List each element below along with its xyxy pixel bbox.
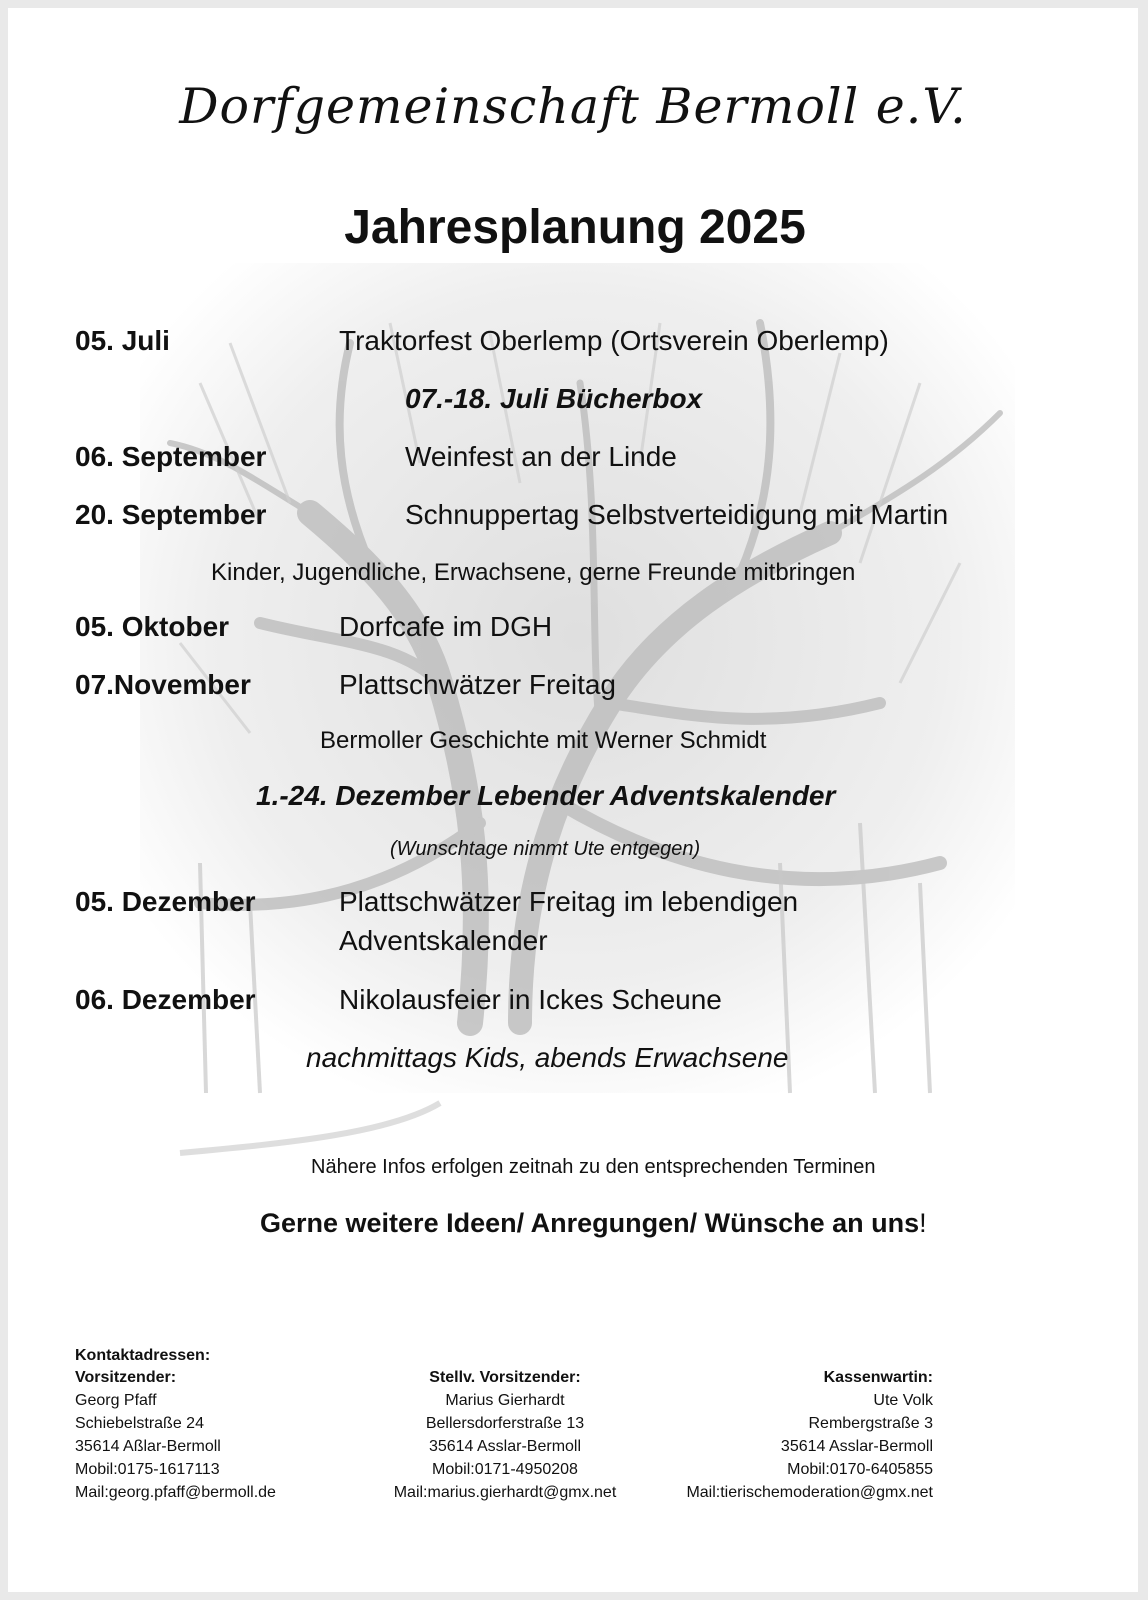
event-description: Traktorfest Oberlemp (Ortsverein Oberlemp) — [339, 325, 889, 356]
event-note: (Wunschtage nimmt Ute entgegen) — [390, 838, 701, 860]
event-description: Schnuppertag Selbstverteidigung mit Martin — [405, 499, 949, 530]
event-description: Plattschwätzer Freitag — [339, 669, 616, 700]
event-note: nachmittags Kids, abends Erwachsene — [306, 1042, 789, 1073]
contact-chair — [75, 1366, 276, 1504]
event-highlight: 07.-18. Juli Bücherbox — [405, 383, 703, 414]
event-date: 20. September — [75, 499, 267, 530]
organization-name: Dorfgemeinschaft Bermoll e.V. — [179, 78, 967, 135]
contact-name: Georg Pfaff — [75, 1392, 157, 1409]
flyer-page — [8, 8, 1138, 1592]
event-description: Plattschwätzer Freitag im lebendigen — [339, 886, 799, 917]
call-to-action-text: Gerne weitere Ideen/ Anregungen/ Wünsche an uns — [260, 1208, 920, 1238]
call-to-action-exclamation: ! — [919, 1208, 927, 1238]
event-date: 06. September — [75, 441, 267, 472]
event-date: 05. Juli — [75, 325, 170, 356]
contact-heading: Kontaktadressen: — [75, 1347, 211, 1364]
contact-mobile: Mobil:0175-1617113 — [75, 1461, 220, 1478]
contact-mobile: Mobil:0171-4950208 — [432, 1461, 578, 1478]
contact-role: Stellv. Vorsitzender: — [429, 1369, 581, 1386]
event-note: Bermoller Geschichte mit Werner Schmidt — [320, 727, 767, 754]
contact-mail: Mail:marius.gierhardt@gmx.net — [393, 1484, 617, 1501]
event-highlight: 1.-24. Dezember Lebender Adventskalender — [256, 780, 836, 811]
contact-role: Vorsitzender: — [75, 1369, 177, 1386]
event-date: 07.November — [75, 669, 251, 700]
contact-name: Ute Volk — [873, 1392, 933, 1409]
page-title — [8, 200, 1138, 255]
contact-mail: Mail:tierischemoderation@gmx.net — [686, 1484, 933, 1501]
contact-street: Rembergstraße 3 — [808, 1415, 933, 1432]
contact-mobile: Mobil:0170-6405855 — [787, 1461, 933, 1478]
event-date: 05. Dezember — [75, 886, 256, 917]
contact-city: 35614 Asslar-Bermoll — [780, 1438, 933, 1455]
event-description-continued: Adventskalender — [339, 925, 548, 956]
event-date: 05. Oktober — [75, 611, 230, 642]
contact-name: Marius Gierhardt — [445, 1392, 565, 1409]
contact-vice-chair — [340, 1366, 670, 1504]
event-description: Dorfcafe im DGH — [339, 611, 553, 642]
contact-section — [75, 1344, 933, 1501]
event-description: Weinfest an der Linde — [405, 441, 677, 472]
event-note: Kinder, Jugendliche, Erwachsene, gerne Freunde mitbringen — [211, 559, 856, 586]
contact-city: 35614 Asslar-Bermoll — [428, 1438, 582, 1455]
info-note: Nähere Infos erfolgen zeitnah zu den entsprechenden Terminen — [311, 1156, 876, 1178]
contact-role: Kassenwartin: — [823, 1369, 933, 1386]
call-to-action — [260, 1203, 927, 1243]
contact-mail: Mail:georg.pfaff@bermoll.de — [75, 1484, 276, 1501]
contact-street: Schiebelstraße 24 — [75, 1415, 204, 1432]
event-description: Nikolausfeier in Ickes Scheune — [339, 984, 722, 1015]
contact-street: Bellersdorferstraße 13 — [425, 1415, 585, 1432]
contact-treasurer — [686, 1366, 933, 1504]
event-date: 06. Dezember — [75, 984, 256, 1015]
contact-city: 35614 Aßlar-Bermoll — [75, 1438, 221, 1455]
page-title-text: Jahresplanung 2025 — [344, 201, 806, 254]
